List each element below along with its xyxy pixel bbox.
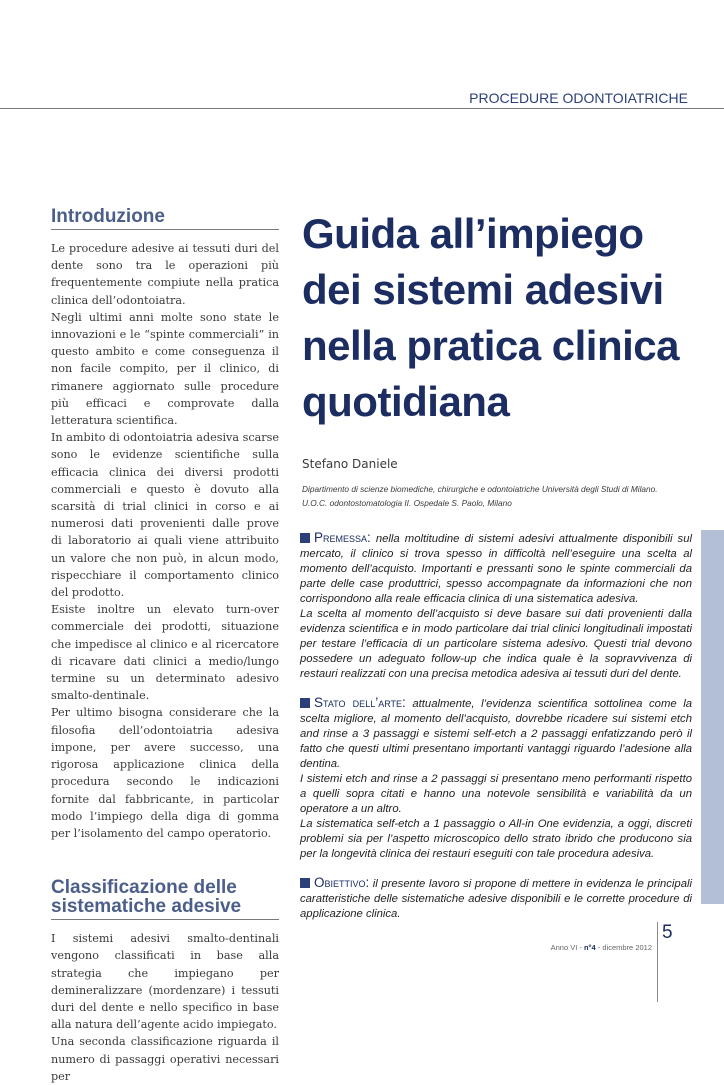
title-line: dei sistemi adesivi [302,266,664,313]
abstract-paragraph [300,530,692,607]
stato-label: Stato dell’arte: [314,695,406,710]
side-color-bar [701,530,724,904]
title-line: Guida all’impiego [302,210,644,257]
header-rule [0,108,724,109]
abstract-paragraph [300,875,692,922]
abstract-stato-arte [300,695,692,862]
obiettivo-label: Obiettivo: [314,875,370,890]
author-name: Stefano Daniele [302,457,398,471]
intro-paragraph: Esiste inoltre un elevato turn-over commerciale dei prodotti, situazione che impedisce al clinico e al ricercatore di ricavare dati clinici a medio/lungo termine su un determinato adesivo smalto-dentinale. [51,603,279,703]
issue-number: n°4 [583,943,596,952]
obiettivo-text: il presente lavoro si propone di mettere in evidenza le principali caratteristiche delle sistematiche adesive disponibili e le corrette procedure di applicazione clinica. [300,878,692,920]
left-column [51,207,279,1085]
article-title [302,206,702,430]
abstract-paragraph: I sistemi etch and rinse a 2 passaggi si presentano meno performanti rispetto a quelli sopra citati e hanno una notevole sensibilità e variabilità da un operatore a un altro. [300,773,692,815]
intro-heading: Introduzione [51,207,279,230]
title-line: quotidiana [302,378,510,425]
square-bullet-icon [300,533,310,543]
issue-info [551,943,652,952]
title-line: nella pratica clinica [302,322,680,369]
affiliation-line: U.O.C. odontostomatologia II. Ospedale S. Paolo, Milano [302,498,512,508]
intro-paragraph: Le procedure adesive ai tessuti duri del dente sono tra le operazioni più frequentemente compiute nella pratica clinica dell’odontoiatra. [51,242,279,307]
square-bullet-icon [300,698,310,708]
classification-heading-line1: Classificazione delle [51,877,237,899]
abstract-paragraph: La sistematica self-etch a 1 passaggio o All-in One evidenzia, a oggi, discreti problemi sia per l’aspetto microscopico dello strato ibrido che producono sia per la longevità clinica dei restauri eseguiti con tale procedura adesiva. [300,818,692,860]
abstract-paragraph: La scelta al momento dell’acquisto si deve basare sui dati provenienti dalla evidenza scientifica e in modo particolare dai trial clinici longitudinali impostati per testare l’efficacia di un particolare sistema adesivo. Questi trial devono possedere un adeguato follow-up che indica quale è la sopravvivenza di restauri realizzati con una precisa metodica adesiva ai tessuti duri del dente. [300,608,692,680]
section-label: PROCEDURE ODONTOIATRICHE [469,90,688,106]
intro-paragraph: In ambito di odontoiatria adesiva scarse sono le evidenze scientifiche sulla efficacia clinica dei diversi prodotti commerciali e questo è dovuto alla scarsità di trial clinici in corso e ai numerosi dati provenienti dalle prove di laboratorio ai quali viene attribuito un valore che non può, in alcun modo, rispecchiare il comportamento clinico del prodotto. [51,431,279,600]
classification-body [51,930,279,1085]
abstract [300,530,692,935]
intro-paragraph: Per ultimo bisogna considerare che la filosofia dell’odontoiatria adesiva impone, per avere successo, una rigorosa applicazione clinica della procedura secondo le indicazioni fornite dal fabbricante, in particolar modo l’impiego della diga di gomma per l’isolamento del campo operatorio. [51,706,279,840]
page-number-rule [657,922,658,1002]
issue-prefix: Anno VI - [550,943,584,952]
premessa-text: nella moltitudine di sistemi adesivi attualmente disponibili sul mercato, il clinico si trova spesso in difficoltà nell’eseguire una scelta al momento dell’acquisto. Importanti e pressanti sono le spinte commerciali da parte delle case produttrici, spesso accompagnate da informazioni che non corrispondono alla reale efficacia clinica di una sistematica adesiva. [300,533,692,605]
classification-heading [51,878,279,920]
issue-suffix: - dicembre 2012 [595,943,652,952]
author-affiliation [302,482,682,510]
abstract-paragraph [300,695,692,772]
classification-paragraph: I sistemi adesivi smalto-dentinali vengono classificati in base alla strategia che impiegano per demineralizzare (mordenzare) i tessuti duri del dente e nello specifico in base alla natura dell’agente acido impiegato. [51,932,279,1032]
intro-paragraph: Negli ultimi anni molte sono state le innovazioni e le “spinte commerciali” in questo ambito e come conseguenza il non facile compito, per il clinico, di rimanere aggiornato sulle procedure più efficaci e comprovate dalla letteratura scientifica. [51,310,279,428]
premessa-label: Premessa: [314,530,371,545]
affiliation-line: Dipartimento di scienze biomediche, chirurgiche e odontoiatriche Università degli Studi di Milano. [302,484,658,494]
intro-body [51,240,279,842]
stato-text: attualmente, l’evidenza scientifica sottolinea come la scelta migliore, al momento dell’acquisto, dovrebbe ricadere sui sistemi etch and rinse a 3 passaggi e sistemi self-etch a 2 passaggi enfatizzando però il fatto che questi ultimi presentano importanti vantaggi riguardo l’adesione alla dentina. [300,698,693,770]
square-bullet-icon [300,878,310,888]
abstract-obiettivo [300,875,692,922]
classification-paragraph: Una seconda classificazione riguarda il numero di passaggi operativi necessari per [51,1035,279,1083]
abstract-premessa [300,530,692,682]
page-number: 5 [662,922,673,943]
classification-heading-line2: sistematiche adesive [51,896,242,918]
